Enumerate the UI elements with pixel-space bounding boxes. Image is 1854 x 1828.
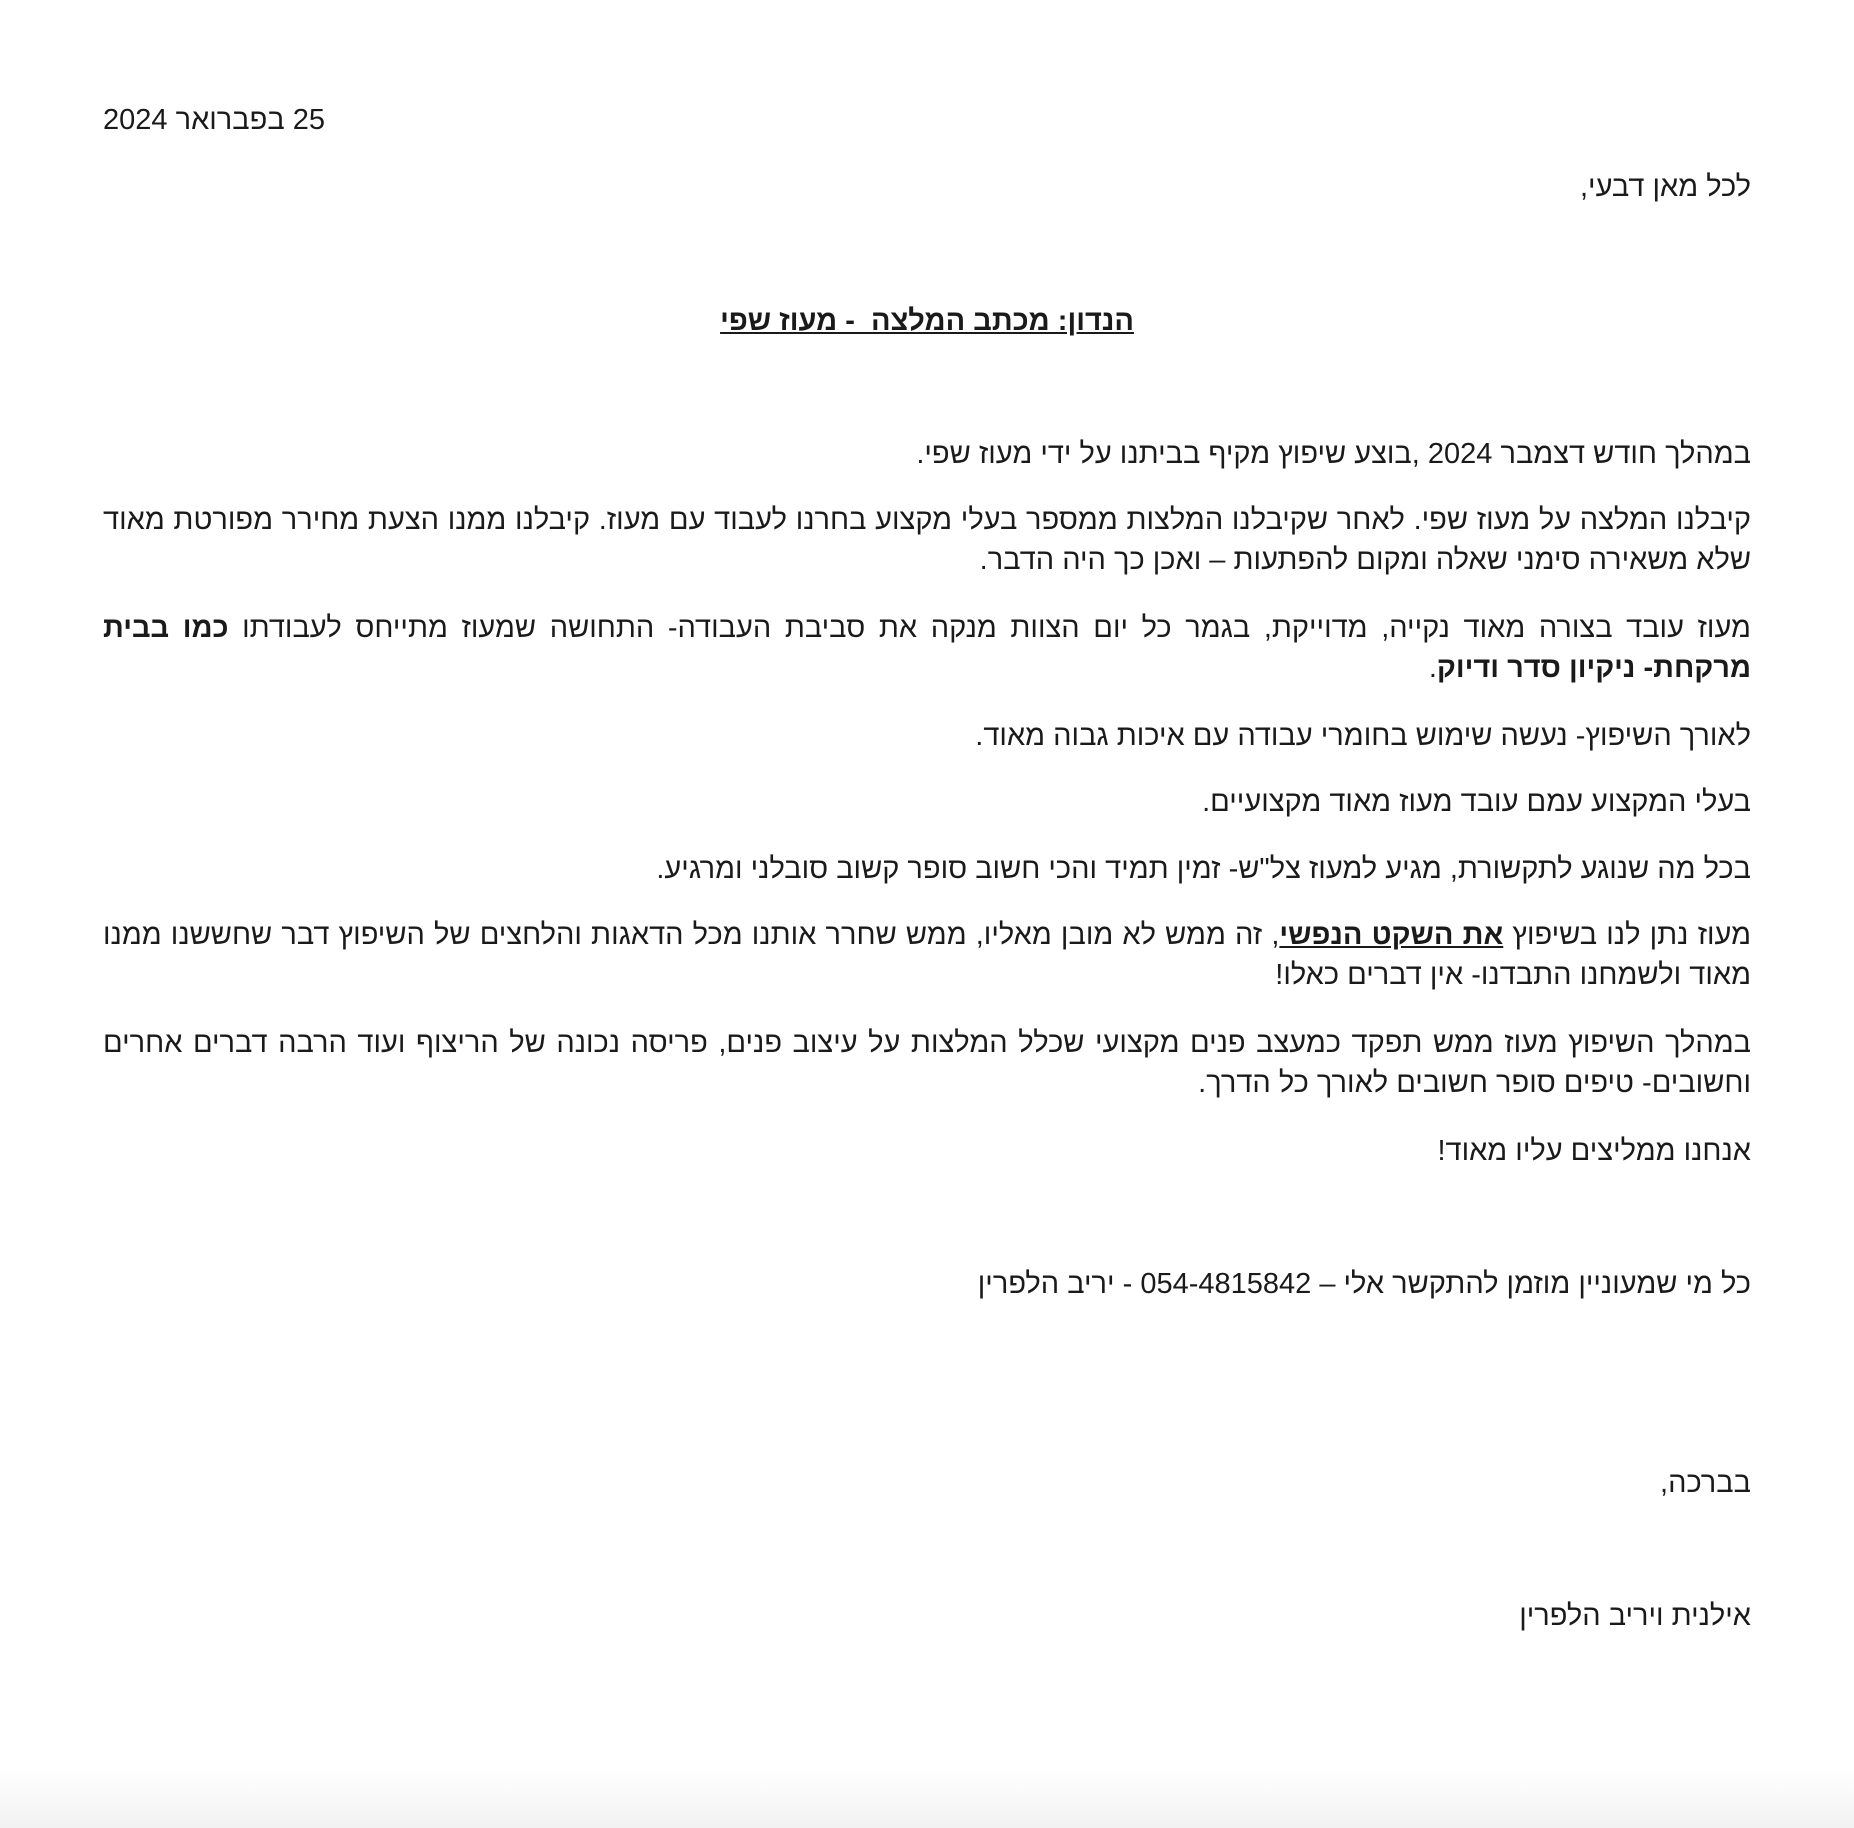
signature: אילנית ויריב הלפרין: [1519, 1600, 1751, 1632]
paragraph-7-bold-underline: את השקט הנפשי: [1279, 919, 1504, 951]
paragraph-1: במהלך חודש דצמבר 2024 ,בוצע שיפוץ מקיף בביתנו על ידי מעוז שפי.: [916, 438, 1751, 470]
paragraph-7-end: , זה ממש לא מובן מאליו, ממש שחרר אותנו מכל הדאגות והלחצים של השיפוץ דבר שחששנו ממנו מאוד ולשמחנו התבדנו- אין דברים כאלו!: [103, 919, 1751, 991]
closing: בברכה,: [1660, 1467, 1751, 1499]
page-bottom-shade: [0, 1768, 1854, 1828]
paragraph-3: [103, 608, 1751, 688]
paragraph-8: במהלך השיפוץ מעוז ממש תפקד כמעצב פנים מקצועי שכלל המלצות על עיצוב פנים, פריסה נכונה של הריצוף ועוד הרבה דברים אחרים וחשובים- טיפים סופר חשובים לאורך כל הדרך.: [103, 1027, 1751, 1099]
subject-line: הנדון: מכתב המלצה - מעוז שפי: [720, 305, 1134, 337]
paragraph-7-text: מעוז נתן לנו בשיפוץ: [1503, 919, 1752, 951]
paragraph-9: אנחנו ממליצים עליו מאוד!: [1437, 1135, 1751, 1167]
paragraph-3-bold: כמו בבית מרקחת- ניקיון סדר ודיוק: [103, 612, 1751, 684]
letter-date: 25 בפברואר 2024: [103, 104, 325, 136]
paragraph-5: בעלי המקצוע עמם עובד מעוז מאוד מקצועיים.: [1202, 786, 1751, 818]
paragraph-3-text: מעוז עובד בצורה מאוד נקייה, מדוייקת, בגמר כל יום הצוות מנקה את סביבת העבודה- התחושה שמעוז מתייחס לעבודתו: [228, 612, 1751, 644]
contact-line: כל מי שמעוניין מוזמן להתקשר אלי – 054-4815842 - יריב הלפרין: [977, 1268, 1751, 1300]
greeting: לכל מאן דבעי,: [1579, 171, 1751, 203]
paragraph-2: קיבלנו המלצה על מעוז שפי. לאחר שקיבלנו המלצות ממספר בעלי מקצוע בחרנו לעבוד עם מעוז. קיבלנו ממנו הצעת מחירר מפורטת מאוד שלא משאירה סימני שאלה ומקום להפתעות – ואכן כך היה הדבר.: [103, 504, 1751, 576]
paragraph-7: [103, 915, 1751, 995]
paragraph-4: לאורך השיפוץ- נעשה שימוש בחומרי עבודה עם איכות גבוה מאוד.: [975, 720, 1751, 752]
paragraph-6: בכל מה שנוגע לתקשורת, מגיע למעוז צל"ש- זמין תמיד והכי חשוב סופר קשוב סובלני ומרגיע.: [656, 853, 1751, 885]
paragraph-3-end: .: [1428, 652, 1437, 684]
